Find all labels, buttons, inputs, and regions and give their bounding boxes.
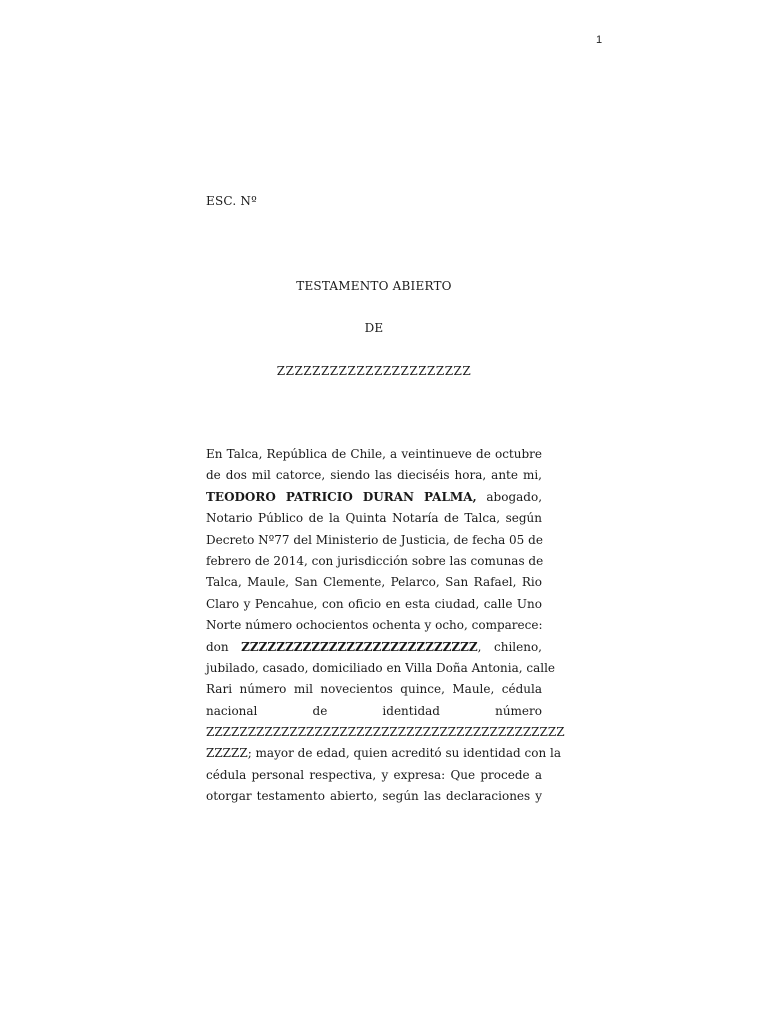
document-title: TESTAMENTO ABIERTO — [296, 279, 452, 293]
body-line: En Talca, República de Chile, a veintinueve de octubre — [206, 447, 542, 461]
body-line: cédula personal respectiva, y expresa: Que procede a — [206, 767, 542, 782]
body-line: Rari número mil novecientos quince, Maule, cédula — [206, 682, 542, 697]
body-line: Claro y Pencahue, con oficio en esta ciudad, calle Uno — [206, 596, 542, 611]
body-line: Norte número ochocientos ochenta y ocho, comparece: — [206, 618, 543, 633]
body-line: ZZZZZZZZZZZZZZZZZZZZZZZZZZZZZZZZZZZZZZZZZZZ — [206, 725, 565, 740]
body-line: Decreto Nº77 del Ministerio de Justicia, de fecha 05 de — [206, 532, 543, 547]
body-line: jubilado, casado, domiciliado en Villa Doña Antonia, calle — [206, 660, 556, 675]
body-line: Notario Público de la Quinta Notaría de Talca, según — [206, 511, 542, 526]
page-number: 1 — [596, 34, 603, 46]
body-line-text: abogado, — [476, 489, 543, 504]
notary-name: TEODORO PATRICIO DURAN PALMA, — [206, 489, 477, 504]
body-line — [206, 487, 542, 508]
body-line — [206, 637, 542, 658]
body-line: nacional de identidad número — [206, 703, 542, 718]
body-line-text: don — [206, 639, 242, 654]
body-line: otorgar testamento abierto, según las declaraciones y — [206, 789, 542, 804]
body-paragraph — [206, 444, 565, 808]
body-line: de dos mil catorce, siendo las dieciséis hora, ante mi, — [206, 468, 542, 483]
body-line: Talca, Maule, San Clemente, Pelarco, San Rafael, Rio — [206, 575, 542, 590]
body-line: ZZZZZ; mayor de edad, quien acreditó su identidad con la — [206, 746, 561, 761]
testator-name: ZZZZZZZZZZZZZZZZZZZZZZ — [276, 364, 472, 378]
escritura-number: ESC. Nº — [206, 194, 257, 208]
body-line-text: , chileno, — [477, 639, 542, 654]
appearer-name: ZZZZZZZZZZZZZZZZZZZZZZZZZZZ — [241, 639, 478, 654]
title-connector: DE — [364, 321, 384, 335]
body-line: febrero de 2014, con jurisdicción sobre las comunas de — [206, 553, 544, 568]
